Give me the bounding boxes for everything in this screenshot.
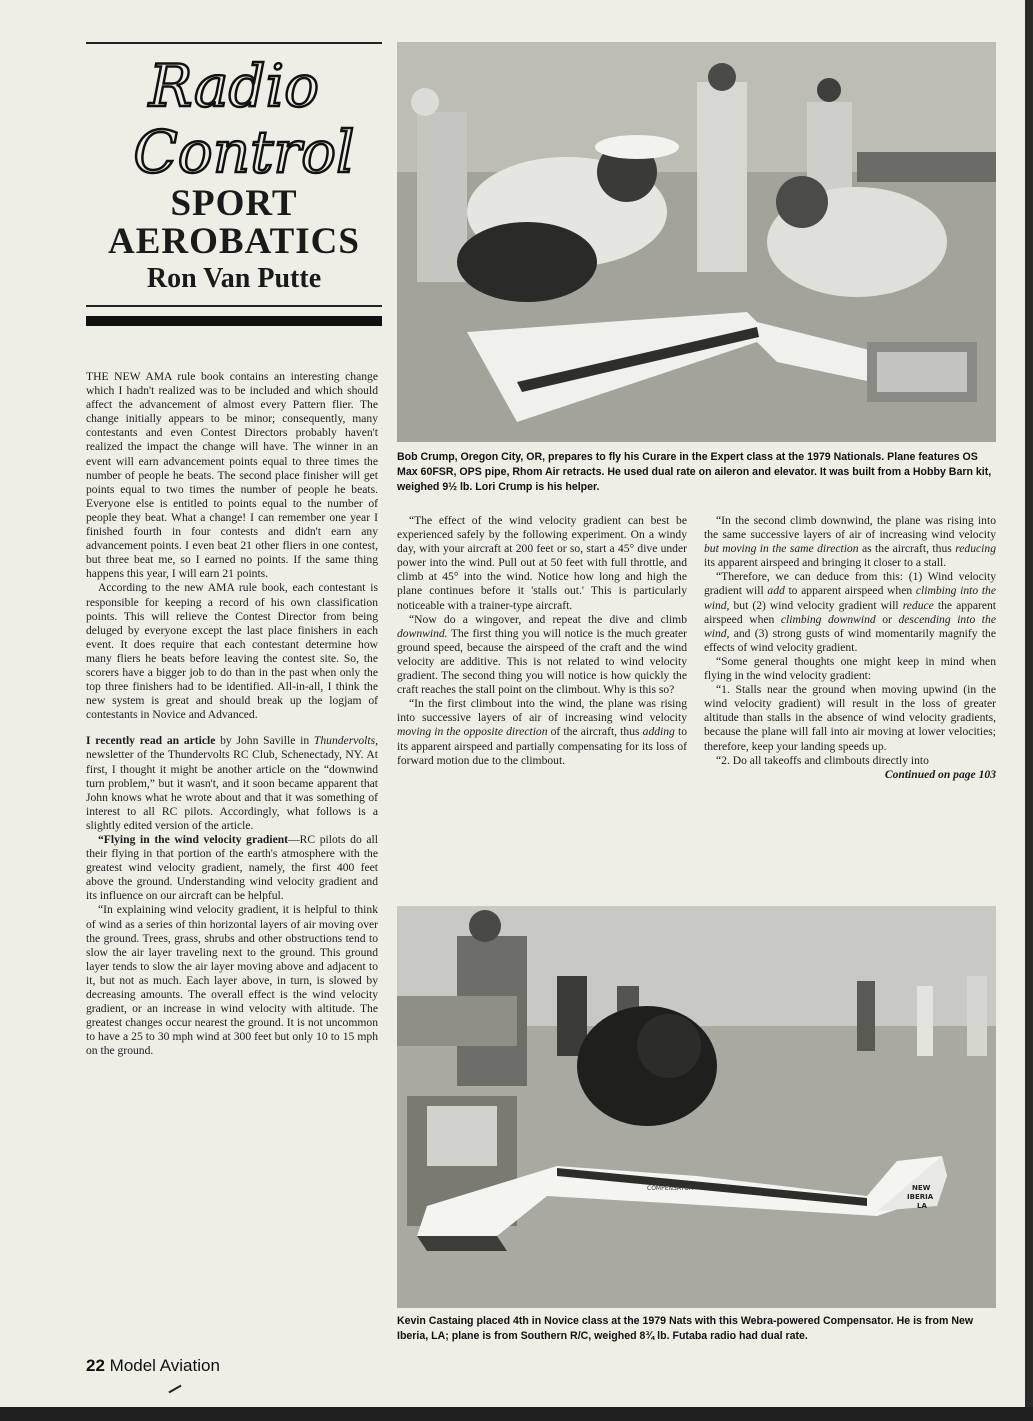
col1-paragraph-4: “Flying in the wind velocity gradient—RC pilots do all their flying in that portion of the earth's atmosphere with the greatest wind velocity gradient, namely, the first 400 feet above the ground. Understanding wind velocity gradient and its influence on our aircraft can be helpful. xyxy=(86,833,378,903)
col2-paragraph-3: “In the first climbout into the wind, the plane was rising into successive layers of air of increasing wind velocity moving in the opposite direction of the aircraft, thus adding to its apparent airspeed and partially compensating for its loss of forward motion due to the climbout. xyxy=(397,697,687,767)
photo-bob-crump xyxy=(397,42,996,442)
logo-line-1: Radio xyxy=(148,52,320,120)
col3-paragraph-1: “In the second climb downwind, the plane was rising into the same successive layers of air of increasing wind velocity but moving in the same direction as the aircraft, thus reducing its apparent airspeed and bringing it closer to a stall. xyxy=(704,514,996,570)
byline: Ron Van Putte xyxy=(146,263,322,294)
page-edge-right xyxy=(1025,0,1033,1421)
title-line-1: SPORT xyxy=(170,183,298,224)
col2-paragraph-2: “Now do a wingover, and repeat the dive and climb downwind. The first thing you will notice is the much greater ground speed, because the airspeed of the craft and the wind velocity are additive. This is not related to wind velocity gradient. The second thing you will notice is how quickly the craft reaches the stall point on the climbout. Why is this so? xyxy=(397,612,687,697)
logo-line-2: Control xyxy=(133,118,355,186)
tail-text-2: IBERIA xyxy=(907,1193,934,1201)
col3-paragraph-2: “Therefore, we can deduce from this: (1) Wind velocity gradient will add to apparent airspeed when climbing into the wind, but (2) wind velocity gradient will reduce the apparent airspeed when climbing downwind or descending into the wind, and (3) strong gusts of wind momentarily magnify the effects of wind velocity gradient. xyxy=(704,570,996,654)
page-edge-bottom xyxy=(0,1407,1033,1421)
article-column-3 xyxy=(704,514,996,782)
photo-kevin-castaing xyxy=(397,906,996,1308)
col1-paragraph-1: THE NEW AMA rule book contains an interesting change which I hadn't realized was to be included and which should affect the advancement of almost every Pattern flier. The change initially appears to be minor; consequently, many contestants and even Contest Directors probably haven't realized the impact the change will have. The winner in an event will earn advancement points equal to three times the number of people he beats. The second place finisher will get points equal to two times the number of people he beats. Everyone else is entitled to points equal to the number of people they beat. What a change! I can remember one year I finished fourth in four contests and didn't earn any advancement points. I even beat 21 other fliers in one contest, but three beat me, so I earned no points. If the same thing happens this year, I will earn 21 points. xyxy=(86,370,378,581)
radio-control-logo xyxy=(86,40,382,188)
page-number: 22 xyxy=(86,1356,105,1375)
page-folio xyxy=(86,1356,220,1376)
tail-text-3: LA xyxy=(917,1202,927,1210)
article-column-1 xyxy=(86,370,378,1059)
title-line-2: AEROBATICS xyxy=(108,221,360,262)
photo2-caption: Kevin Castaing placed 4th in Novice class at the 1979 Nats with this Webra-powered Compensator. He is from New Iberia, LA; plane is from Southern R/C, weighed 8¾ lb. Futaba radio had dual rate. xyxy=(397,1315,974,1342)
col2-paragraph-1: “The effect of the wind velocity gradient can best be experienced safely by the following experiment. On a windy day, with your aircraft at 200 feet or so, start a 45° dive under power into the wind. Pull out at 50 feet with full throttle, and climb at 45° into the wind. Notice how long and high the plane continues before it 'stalls out.' This is particularly noticeable with a trainer-type aircraft. xyxy=(397,514,687,612)
magazine-name: Model Aviation xyxy=(109,1356,220,1375)
article-column-2 xyxy=(397,514,687,768)
wing-text: COMPENSATOR xyxy=(647,1185,694,1192)
tail-text-1: NEW xyxy=(912,1184,931,1192)
col3-paragraph-4: “1. Stalls near the ground when moving upwind (in the wind velocity gradient) will result in the loss of greater altitude than stalls in the absence of wind velocity gradients, because the plane will fall into air moving at lower velocities; therefore, keep your landing speeds up. xyxy=(704,683,996,753)
col1-paragraph-2: According to the new AMA rule book, each contestant is responsible for keeping a record of his own classification points. This will relieve the Contest Director from being deluged by everyone except the last place finishers in each event. It does require that each contestant determine how many fliers he beats before leaving the contest site. So, the scorers have a bigger job to do than in the past when only the top three finishers had to be identified. All-in-all, I think the new system is great and should break up the logjam of contestants in Novice and Advanced. xyxy=(86,581,378,722)
col3-paragraph-5: “2. Do all takeoffs and climbouts directly into xyxy=(716,753,929,767)
photo1-caption: Bob Crump, Oregon City, OR, prepares to fly his Curare in the Expert class at the 1979 Nationals. Plane features OS Max 60FSR, OPS pipe, Rhom Air retracts. He used dual rate on aileron and elevator. It was built from a Hobby Barn kit, weighed 9½ lb. Lori Crump is his helper. xyxy=(397,451,992,493)
col1-paragraph-5: “In explaining wind velocity gradient, it is helpful to think of wind as a series of thin horizontal layers of air moving over the ground. Trees, grass, shrubs and other obstructions tend to slow the air layer traveling next to the ground. This ground layer tends to slow the air layer moving above and adjacent to it, but not as much. Each layer above, in turn, is slowed by decreasing amounts. The overall effect is the wind velocity gradient, or an increase in wind velocity with altitude. The greatest changes occur nearest the ground. It is not uncommon to have a 25 to 30 mph wind at 300 feet but only 10 to 15 mph on the ground. xyxy=(86,903,378,1058)
header-rule-thick xyxy=(86,316,382,326)
col3-paragraph-3: “Some general thoughts one might keep in mind when flying in the wind velocity gradient: xyxy=(704,654,996,683)
col1-paragraph-3: I recently read an article by John Saville in Thundervolts, newsletter of the Thundervolts RC Club, Schenectady, NY. At first, I thought it might be another article on the “downwind turn problem,” but it wasn't, and it soon became apparent that John knows what he wrote about and that it was something of interest to all RC pilots. Accordingly, what follows is a slightly edited version of the article. xyxy=(86,734,378,832)
header-rule-thin xyxy=(86,305,382,307)
print-mark xyxy=(168,1385,181,1394)
continued-note: Continued on page 103 xyxy=(884,767,996,781)
